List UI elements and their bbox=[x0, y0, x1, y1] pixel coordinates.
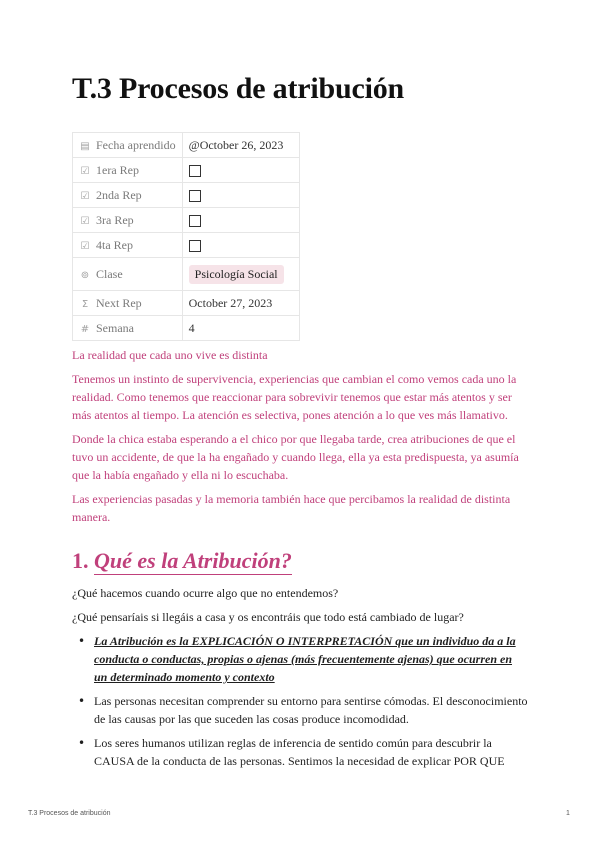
checkbox[interactable] bbox=[189, 240, 201, 252]
property-label-cell bbox=[73, 158, 183, 183]
property-value-cell bbox=[182, 233, 299, 258]
class-tag[interactable]: Psicología Social bbox=[189, 265, 284, 284]
property-value-cell bbox=[182, 183, 299, 208]
properties-table bbox=[72, 132, 300, 341]
question-1: ¿Qué hacemos cuando ocurre algo que no entendemos? bbox=[72, 586, 339, 600]
checkbox-icon: ☑ bbox=[80, 240, 90, 252]
property-label-cell bbox=[73, 233, 183, 258]
number-icon: # bbox=[80, 323, 90, 335]
property-label: Next Rep bbox=[96, 295, 142, 310]
checkbox-icon: ☑ bbox=[80, 215, 90, 227]
intro-paragraph-1: La realidad que cada uno vive es distinta bbox=[72, 348, 268, 362]
calendar-icon: ▤ bbox=[80, 140, 90, 152]
checkbox[interactable] bbox=[189, 215, 201, 227]
property-value: October 27, 2023 bbox=[188, 295, 273, 310]
definition-text: La Atribución es la EXPLICACIÓN O INTERPRETACIÓN que un individuo da a la conducta o conductas, propias o ajenas (más frecuentemente ajenas) que ocurren en un determinado momento y contexto bbox=[94, 634, 516, 684]
property-row bbox=[73, 208, 300, 233]
section-heading bbox=[72, 548, 292, 574]
list-item bbox=[72, 692, 528, 728]
property-label-cell bbox=[73, 316, 183, 341]
property-value: 4 bbox=[188, 320, 195, 335]
formula-icon: Σ bbox=[81, 298, 89, 310]
property-row bbox=[73, 158, 300, 183]
intro-paragraph-3: Donde la chica estaba esperando a el chico por que llegaba tarde, crea atribuciones de que el tuvo un accidente, de que la ha engañado y cuando llega, ella ya esta predispuesta, ya asumía que la había engañado y ella ni lo escuchaba. bbox=[72, 432, 519, 482]
footer-page-number: 1 bbox=[566, 810, 570, 817]
property-label: Fecha aprendido bbox=[96, 137, 176, 152]
question-2: ¿Qué pensaríais si llegáis a casa y os encontráis que todo está cambiado de lugar? bbox=[72, 610, 464, 624]
select-icon: ⊚ bbox=[80, 269, 90, 281]
property-label: 2nda Rep bbox=[96, 187, 142, 202]
intro-paragraph-4: Las experiencias pasadas y la memoria también hace que percibamos la realidad de distinta manera. bbox=[72, 492, 511, 524]
property-label: 3ra Rep bbox=[96, 212, 134, 227]
checkbox[interactable] bbox=[189, 190, 201, 202]
property-label-cell bbox=[73, 183, 183, 208]
list-item-text: Las personas necesitan comprender su entorno para sentirse cómodas. El desconocimiento de las causas por las que suceden las cosas produce incomodidad. bbox=[94, 694, 528, 726]
property-value-cell bbox=[182, 158, 299, 183]
property-row bbox=[73, 258, 300, 291]
property-value-cell bbox=[182, 316, 299, 341]
list-item bbox=[72, 734, 528, 770]
list-item-text: Los seres humanos utilizan reglas de inferencia de sentido común para descubrir la CAUSA de la conducta de las personas. Sentimos la necesidad de explicar POR QUE bbox=[94, 736, 505, 768]
checkbox-icon: ☑ bbox=[80, 165, 90, 177]
property-row bbox=[73, 316, 300, 341]
checkbox[interactable] bbox=[189, 165, 201, 177]
section-number: 1. bbox=[72, 548, 89, 573]
list-item bbox=[72, 632, 528, 686]
property-row bbox=[73, 183, 300, 208]
property-label: 4ta Rep bbox=[96, 237, 133, 252]
bullet-list bbox=[72, 632, 528, 770]
property-label: Semana bbox=[96, 320, 134, 335]
property-row bbox=[73, 133, 300, 158]
section-title: Qué es la Atribución? bbox=[94, 548, 292, 573]
property-value: @October 26, 2023 bbox=[188, 137, 284, 152]
property-row bbox=[73, 291, 300, 316]
property-label-cell bbox=[73, 133, 183, 158]
property-value-cell bbox=[182, 208, 299, 233]
property-label-cell bbox=[73, 208, 183, 233]
page-title: T.3 Procesos de atribución bbox=[72, 72, 405, 105]
intro-paragraph-2: Tenemos un instinto de supervivencia, experiencias que cambian el como vemos cada uno la realidad. Como tenemos que reaccionar para sobrevivir tenemos que estar más atentos y ser más atentos al tiempo. La atención es selectiva, pones atención a lo que ves más llamativo. bbox=[72, 372, 517, 422]
property-value-cell bbox=[182, 133, 299, 158]
property-label: Clase bbox=[96, 266, 123, 281]
footer-title: T.3 Procesos de atribución bbox=[28, 810, 111, 817]
property-value-cell bbox=[182, 258, 299, 291]
property-value-cell bbox=[182, 291, 299, 316]
checkbox-icon: ☑ bbox=[80, 190, 90, 202]
property-row bbox=[73, 233, 300, 258]
property-label: 1era Rep bbox=[96, 162, 139, 177]
property-label-cell bbox=[73, 258, 183, 291]
property-label-cell bbox=[73, 291, 183, 316]
